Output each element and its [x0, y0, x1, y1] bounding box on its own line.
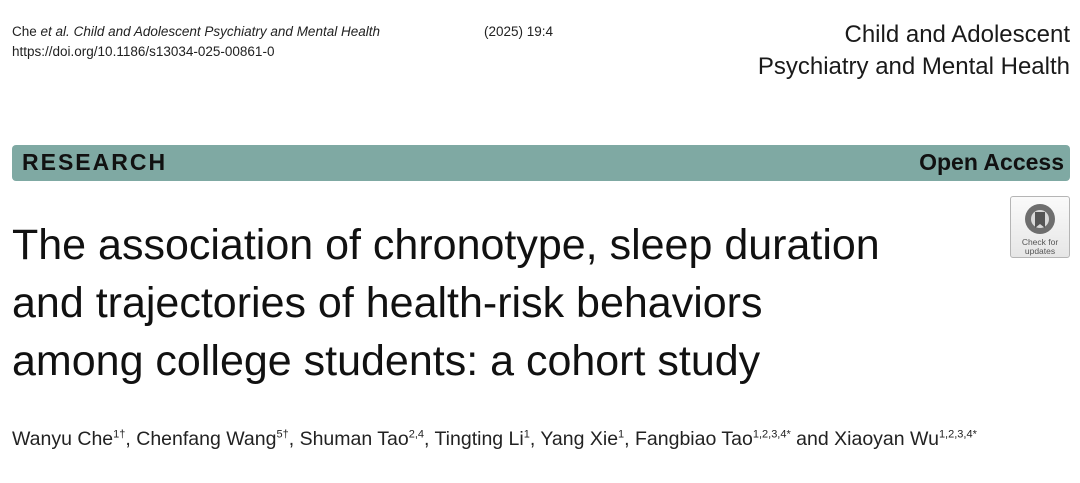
title-line-3: among college students: a cohort study: [12, 337, 761, 385]
journal-name-line1: Child and Adolescent: [844, 21, 1070, 48]
author-affiliation: 2,4: [408, 428, 424, 441]
author-name[interactable]: Shuman Tao: [299, 428, 409, 450]
author-name[interactable]: Chenfang Wang: [136, 428, 277, 450]
author-affiliation: 1†: [113, 428, 126, 441]
author-separator: ,: [624, 428, 636, 450]
author-name[interactable]: Yang Xie: [540, 428, 619, 450]
citation-author: Che: [12, 24, 41, 39]
open-access-label: Open Access: [919, 149, 1064, 175]
check-for-updates-button[interactable]: [1010, 196, 1070, 258]
author[interactable]: [434, 428, 529, 450]
check-for-updates-text: [1011, 238, 1069, 256]
author-separator: ,: [424, 428, 435, 450]
citation-year-volume: (2025) 19:4: [484, 24, 554, 39]
citation-block: [12, 22, 554, 62]
author-affiliation: 1: [618, 428, 625, 441]
author-name[interactable]: Tingting Li: [434, 428, 524, 450]
title-line-1: The association of chronotype, sleep duration: [12, 221, 880, 269]
author-affiliation: 1,2,3,4*: [752, 428, 791, 441]
journal-name: [758, 19, 1070, 83]
author-affiliation: 5†: [276, 428, 289, 441]
citation-journal: Child and Adolescent Psychiatry and Mental Health: [69, 24, 380, 39]
author[interactable]: [834, 428, 977, 450]
check-for-updates-line1: Check for: [1021, 237, 1059, 247]
doi-link[interactable]: https://doi.org/10.1186/s13034-025-00861-0: [12, 44, 275, 59]
author-separator: and: [790, 428, 835, 450]
author-name[interactable]: Fangbiao Tao: [635, 428, 753, 450]
check-for-updates-line2: updates: [1024, 246, 1056, 256]
author[interactable]: [12, 428, 125, 450]
check-for-updates-icon: [1023, 202, 1057, 236]
author-affiliation: 1: [523, 428, 530, 441]
article-type-label: RESEARCH: [22, 149, 168, 175]
citation-etal: et al.: [40, 24, 70, 39]
author-affiliation: 1,2,3,4*: [938, 428, 977, 441]
title-line-2: and trajectories of health-risk behaviors: [12, 279, 763, 327]
author-separator: ,: [125, 428, 137, 450]
author-name[interactable]: Xiaoyan Wu: [834, 428, 939, 450]
citation-line: [12, 22, 554, 42]
author[interactable]: [136, 428, 288, 450]
article-type-banner: [12, 145, 1070, 181]
article-title: [12, 216, 1002, 390]
author-name[interactable]: Wanyu Che: [12, 428, 114, 450]
author-separator: ,: [288, 428, 300, 450]
author-list: [12, 428, 977, 451]
author[interactable]: [540, 428, 624, 450]
journal-name-line2: Psychiatry and Mental Health: [757, 53, 1070, 80]
author-separator: ,: [529, 428, 541, 450]
author[interactable]: [300, 428, 424, 450]
author[interactable]: [635, 428, 791, 450]
